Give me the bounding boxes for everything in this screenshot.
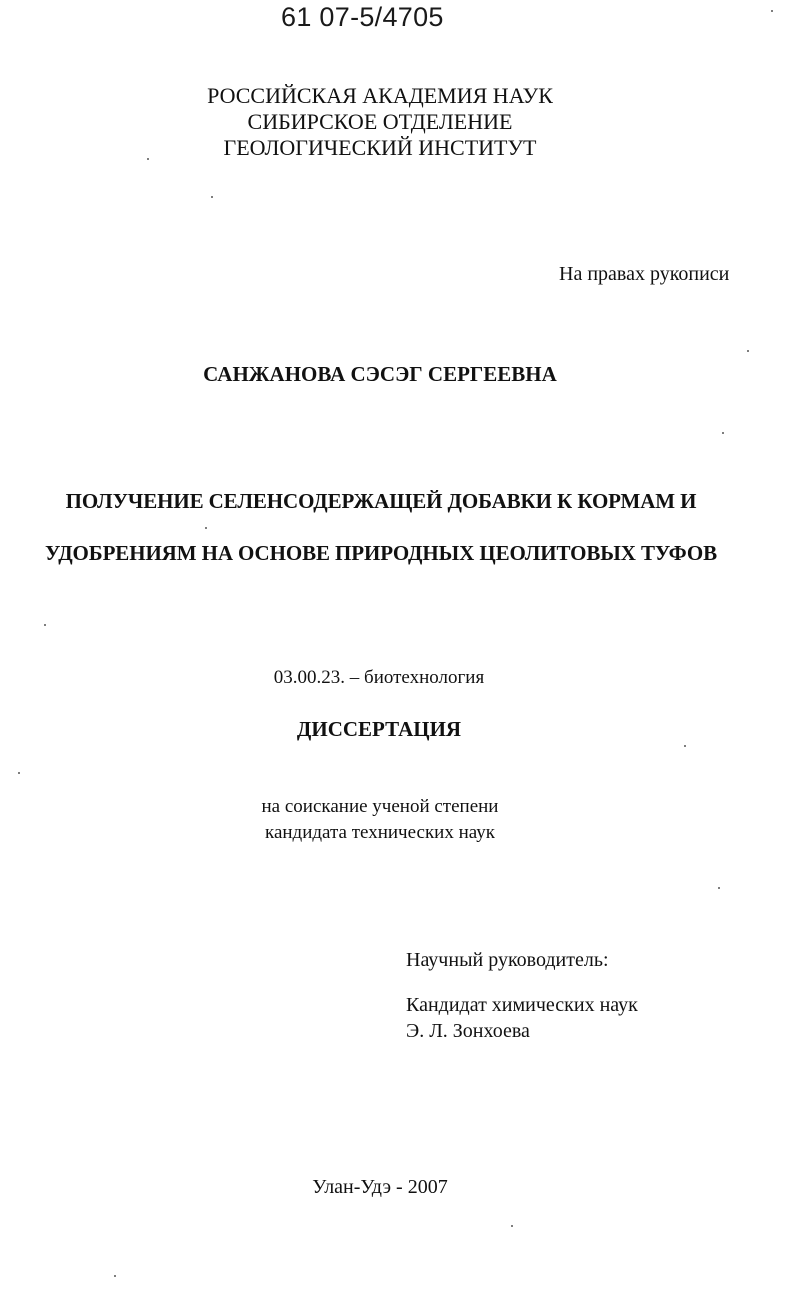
thesis-title-line-1: ПОЛУЧЕНИЕ СЕЛЕНСОДЕРЖАЩЕЙ ДОБАВКИ К КОРМАМ И bbox=[65, 489, 697, 513]
scan-speck bbox=[771, 10, 773, 12]
scan-speck bbox=[147, 158, 149, 160]
manuscript-note: На правах рукописи bbox=[559, 263, 730, 285]
institution-academy: РОССИЙСКАЯ АКАДЕМИЯ НАУК bbox=[207, 83, 553, 108]
degree-line-2: кандидата технических наук bbox=[265, 822, 495, 843]
degree-block bbox=[0, 794, 760, 846]
scan-speck bbox=[44, 624, 46, 626]
institution-division: СИБИРСКОЕ ОТДЕЛЕНИЕ bbox=[247, 109, 513, 134]
scan-speck bbox=[205, 527, 207, 529]
scan-speck bbox=[684, 745, 686, 747]
scan-speck bbox=[18, 772, 20, 774]
specialty-code: 03.00.23. – биотехнология bbox=[273, 667, 485, 688]
institution-block bbox=[160, 83, 600, 161]
shelf-code: 61 07-5/4705 bbox=[281, 2, 444, 32]
supervisor-details bbox=[406, 992, 638, 1044]
supervisor-label: Научный руководитель: bbox=[406, 949, 609, 971]
supervisor-block bbox=[406, 947, 638, 1044]
scan-speck bbox=[747, 350, 749, 352]
supervisor-degree: Кандидат химических наук bbox=[406, 994, 638, 1016]
scan-speck bbox=[211, 196, 213, 198]
author-name: САНЖАНОВА СЭСЭГ СЕРГЕЕВНА bbox=[203, 362, 557, 386]
institution-institute: ГЕОЛОГИЧЕСКИЙ ИНСТИТУТ bbox=[223, 135, 537, 160]
scan-speck bbox=[511, 1225, 513, 1227]
supervisor-name: Э. Л. Зонхоева bbox=[406, 1020, 530, 1042]
city-year: Улан-Удэ - 2007 bbox=[312, 1176, 448, 1198]
scan-speck bbox=[718, 887, 720, 889]
degree-line-1: на соискание ученой степени bbox=[261, 796, 499, 817]
thesis-title-line-2: УДОБРЕНИЯМ НА ОСНОВЕ ПРИРОДНЫХ ЦЕОЛИТОВЫХ ТУФОВ bbox=[45, 541, 717, 565]
work-type: ДИССЕРТАЦИЯ bbox=[296, 717, 462, 741]
scan-speck bbox=[114, 1275, 116, 1277]
scan-speck bbox=[722, 432, 724, 434]
